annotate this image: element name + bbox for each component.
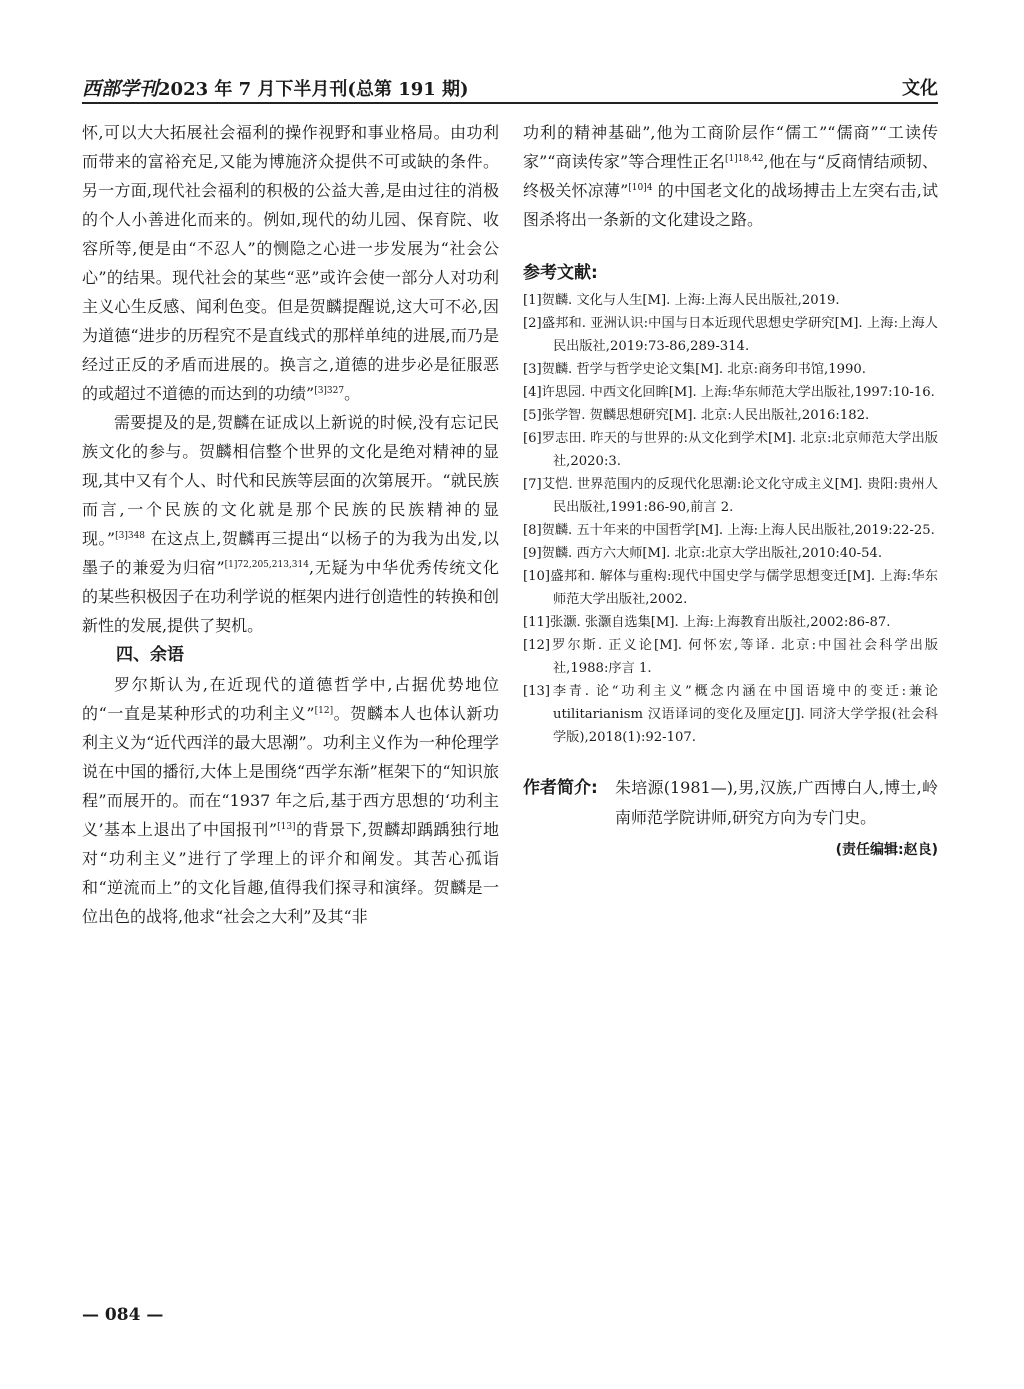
section-name: 文化 bbox=[902, 78, 938, 99]
author-bio bbox=[523, 773, 938, 833]
paragraph-text: 在这点上,贺麟再三提出“以杨子的为我为出发,以墨子的兼爱为归宿” bbox=[82, 529, 499, 577]
journal-issue bbox=[82, 74, 469, 101]
reference-item: [7]艾恺. 世界范围内的反现代化思潮:论文化守成主义[M]. 贵阳:贵州人民出版社,1991:86-90,前言 2. bbox=[523, 477, 938, 515]
citation: [3]327 bbox=[314, 386, 345, 396]
paragraph-text: 功利的精神基础”,他为工商阶层作“儒工”“儒商”“工读传家”“商读传家”等合理性正名 bbox=[523, 123, 938, 171]
right-column bbox=[523, 118, 938, 859]
section-heading: 四、余语 bbox=[116, 645, 184, 665]
author-bio-text: 朱培源(1981—),男,汉族,广西博白人,博士,岭南师范学院讲师,研究方向为专门史。 bbox=[615, 778, 938, 827]
reference-item: [6]罗志田. 昨天的与世界的:从文化到学术[M]. 北京:北京师范大学出版社,2020:3. bbox=[523, 431, 938, 469]
reference-item: [1]贺麟. 文化与人生[M]. 上海:上海人民出版社,2019. bbox=[523, 293, 840, 308]
citation: [12] bbox=[314, 706, 334, 716]
reference-item: [3]贺麟. 哲学与哲学史论文集[M]. 北京:商务印书馆,1990. bbox=[523, 362, 867, 377]
responsible-editor: (责任编辑:赵良) bbox=[835, 842, 938, 858]
author-bio-label: 作者简介: bbox=[523, 778, 598, 798]
citation: [1]18,42 bbox=[724, 154, 764, 164]
citation: [13] bbox=[277, 822, 296, 832]
reference-item: [10]盛邦和. 解体与重构:现代中国史学与儒学思想变迁[M]. 上海:华东师范大学出版社,2002. bbox=[523, 569, 938, 607]
paragraph bbox=[82, 118, 499, 408]
reference-item: [8]贺麟. 五十年来的中国哲学[M]. 上海:上海人民出版社,2019:22-25. bbox=[523, 523, 935, 538]
reference-item: [2]盛邦和. 亚洲认识:中国与日本近现代思想史学研究[M]. 上海:上海人民出版社,2019:73-86,289-314. bbox=[523, 316, 938, 354]
issue-info: 2023 年 7 月下半月刊(总第 191 期) bbox=[158, 79, 469, 100]
reference-item: [13]李青. 论“功利主义”概念内涵在中国语境中的变迁:兼论 utilitarianism 汉语译词的变化及厘定[J]. 同济大学学报(社会科学版),2018(1):92-107. bbox=[523, 684, 938, 745]
paragraph-text: 。 bbox=[344, 384, 361, 403]
citation: [10]4 bbox=[628, 183, 653, 193]
header-rule bbox=[82, 102, 938, 104]
reference-item: [11]张灏. 张灏自选集[M]. 上海:上海教育出版社,2002:86-87. bbox=[523, 615, 891, 630]
reference-item: [9]贺麟. 西方六大师[M]. 北京:北京大学出版社,2010:40-54. bbox=[523, 546, 883, 561]
paragraph-text: 的中国老文化的战场搏击上左突右击,试图杀将出一条新的文化建设之路。 bbox=[523, 181, 938, 229]
reference-item: [12]罗尔斯. 正义论[M]. 何怀宏,等译. 北京:中国社会科学出版社,1988:序言 1. bbox=[523, 638, 938, 676]
reference-item: [4]许思园. 中西文化回眸[M]. 上海:华东师范大学出版社,1997:10-16. bbox=[523, 385, 935, 400]
running-header bbox=[82, 72, 938, 104]
reference-list bbox=[523, 289, 938, 749]
citation: [1]72,205,213,314 bbox=[224, 560, 309, 570]
left-column bbox=[82, 118, 499, 931]
paragraph-text: ,他在与“反商情结顽韧、终极关怀凉薄” bbox=[523, 152, 938, 200]
references-title: 参考文献: bbox=[523, 263, 598, 283]
paragraph bbox=[523, 118, 938, 234]
page-number: — 084 — bbox=[82, 1305, 164, 1325]
paragraph-text: 。贺麟本人也体认新功利主义为“近代西洋的最大思潮”。功利主义作为一种伦理学说在中国的播衍,大体上是围绕“西学东渐”框架下的“知识旅程”而展开的。而在“1937 年之后,基于西方思想的‘功利主义’基本上退出了中国报刊” bbox=[82, 704, 499, 839]
paragraph bbox=[82, 670, 499, 931]
paragraph-text: 罗尔斯认为,在近现代的道德哲学中,占据优势地位的“一直是某种形式的功利主义” bbox=[82, 675, 499, 723]
paragraph bbox=[82, 408, 499, 640]
paragraph-text: 需要提及的是,贺麟在证成以上新说的时候,没有忘记民族文化的参与。贺麟相信整个世界的文化是绝对精神的显现,其中又有个人、时代和民族等层面的次第展开。“就民族而言,一个民族的文化就是那个民族的民族精神的显现。” bbox=[82, 413, 499, 548]
paragraph-text: 怀,可以大大拓展社会福利的操作视野和事业格局。由功利而带来的富裕充足,又能为博施济众提供不可或缺的条件。另一方面,现代社会福利的积极的公益大善,是由过往的消极的个人小善进化而来的。例如,现代的幼儿园、保育院、收容所等,便是由“不忍人”的恻隐之心进一步发展为“社会公心”的结果。现代社会的某些“恶”或许会使一部分人对功利主义心生反感、闻利色变。但是贺麟提醒说,这大可不必,因为道德“进步的历程究不是直线式的那样单纯的进展,而乃是经过正反的矛盾而进展的。换言之,道德的进步必是征服恶的或超过不道德的而达到的功绩” bbox=[82, 123, 499, 403]
paragraph-text: 的背景下,贺麟却踽踽独行地对“功利主义”进行了学理上的评介和阐发。其苦心孤诣和“逆流而上”的文化旨趣,值得我们探寻和演绎。贺麟是一位出色的战将,他求“社会之大利”及其“非 bbox=[82, 820, 499, 926]
paragraph-text: ,无疑为中华优秀传统文化的某些积极因子在功利学说的框架内进行创造性的转换和创新性的发展,提供了契机。 bbox=[82, 558, 499, 635]
reference-item: [5]张学智. 贺麟思想研究[M]. 北京:人民出版社,2016:182. bbox=[523, 408, 870, 423]
journal-logo: 西部学刊 bbox=[82, 78, 159, 100]
citation: [3]348 bbox=[115, 531, 146, 541]
